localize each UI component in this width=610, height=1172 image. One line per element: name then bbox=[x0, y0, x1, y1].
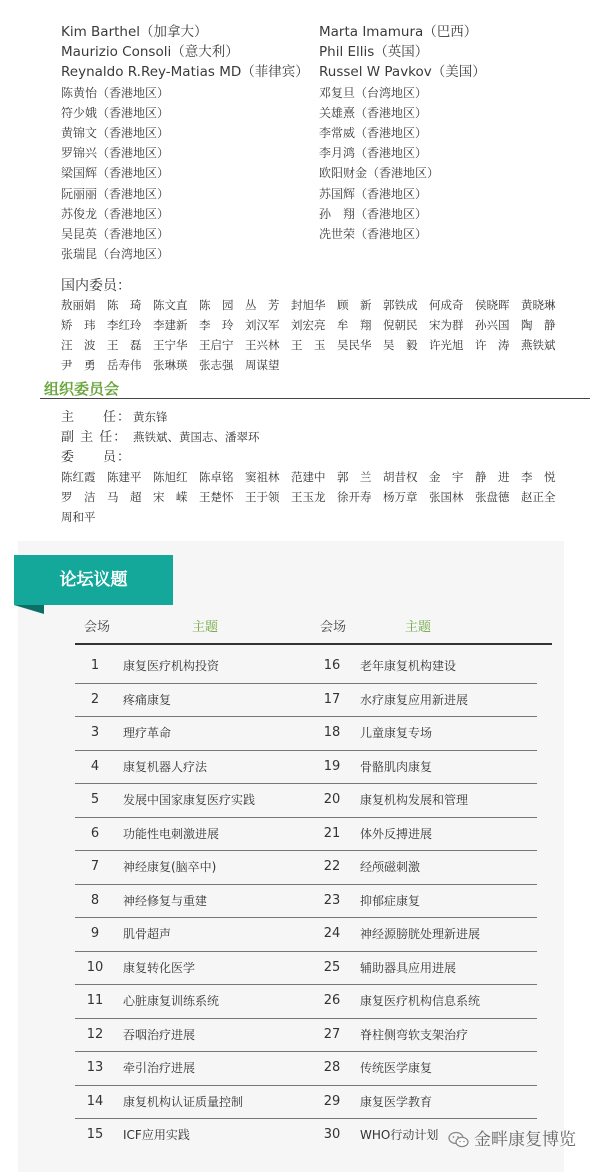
venue-number: 15 bbox=[86, 1127, 104, 1142]
topic-title: WHO行动计划 bbox=[360, 1128, 439, 1142]
header-theme-right: 主题 bbox=[405, 620, 432, 635]
topic-title: 心脏康复训练系统 bbox=[123, 994, 220, 1008]
director-label: 主 任： bbox=[61, 410, 132, 425]
topic-title: 老年康复机构建设 bbox=[360, 659, 457, 673]
venue-number: 23 bbox=[323, 892, 341, 908]
member-name: 陈黄怡（香港地区） bbox=[61, 85, 170, 100]
venue-number: 17 bbox=[323, 691, 341, 707]
topic-title: 体外反搏进展 bbox=[360, 826, 433, 841]
topic-title: 发展中国家康复医疗实践 bbox=[123, 793, 256, 807]
topic-title: 疼痛康复 bbox=[123, 692, 172, 707]
venue-number: 12 bbox=[86, 1026, 104, 1042]
venue-number: 24 bbox=[323, 926, 341, 941]
topic-title: 康复转化医学 bbox=[123, 960, 196, 975]
member-name: 黄锦文（香港地区） bbox=[61, 125, 170, 140]
topic-row bbox=[75, 952, 537, 986]
topic-row bbox=[75, 851, 537, 885]
topic-title: 水疗康复应用新进展 bbox=[360, 692, 469, 707]
venue-number: 5 bbox=[90, 792, 100, 807]
domestic-members-list bbox=[61, 295, 561, 375]
topic-row bbox=[75, 1019, 537, 1053]
member-name: Phil Ellis（英国） bbox=[319, 44, 429, 61]
topic-title: 肌骨超声 bbox=[123, 927, 172, 941]
wechat-icon bbox=[448, 1131, 470, 1149]
member-name: Marta Imamura（巴西） bbox=[319, 24, 478, 40]
topic-title: 脊柱侧弯软支架治疗 bbox=[360, 1027, 469, 1042]
member-name: Russel W Pavkov（美国） bbox=[319, 64, 486, 81]
member-name: 孙 翔（香港地区） bbox=[319, 206, 428, 221]
venue-number: 11 bbox=[86, 993, 104, 1008]
venue-number: 6 bbox=[90, 825, 100, 841]
venue-number: 22 bbox=[323, 859, 341, 874]
member-name: 苏国辉（香港地区） bbox=[319, 186, 428, 201]
watermark-text: 金畔康复博览 bbox=[474, 1130, 576, 1150]
organizing-committee-title: 组织委员会 bbox=[44, 380, 120, 398]
venue-number: 28 bbox=[323, 1060, 341, 1075]
header-theme-left: 主题 bbox=[192, 620, 219, 635]
topic-title: 康复机器人疗法 bbox=[123, 759, 208, 774]
venue-number: 19 bbox=[323, 758, 341, 774]
members-line: 周和平 bbox=[61, 510, 96, 524]
venue-number: 14 bbox=[86, 1093, 104, 1109]
venue-number: 27 bbox=[323, 1026, 341, 1042]
international-members-left bbox=[61, 22, 321, 264]
members-line: 陈红霞 陈建平 陈旭红 陈卓铭 窦祖林 范建中 郭 兰 胡昔权 金 宇 静 进 李 悦 bbox=[61, 470, 556, 484]
topic-title: 神经修复与重建 bbox=[123, 893, 208, 908]
venue-number: 9 bbox=[90, 926, 100, 941]
topic-row bbox=[75, 1052, 537, 1086]
venue-number: 8 bbox=[90, 892, 100, 908]
director-row bbox=[61, 407, 561, 427]
topic-title: 康复机构发展和管理 bbox=[360, 793, 469, 807]
domestic-members-line: 矫 玮 李红玲 李建新 李 玲 刘汉军 刘宏亮 牟 翔 倪朝民 宋为群 孙兴国 陶 静 bbox=[61, 318, 556, 332]
topic-row bbox=[75, 684, 537, 718]
topic-row bbox=[75, 918, 537, 952]
venue-number: 1 bbox=[90, 658, 100, 673]
venue-number: 26 bbox=[323, 993, 341, 1008]
topic-title: 吞咽治疗进展 bbox=[123, 1027, 196, 1042]
topic-row bbox=[75, 985, 537, 1019]
section-divider bbox=[40, 398, 590, 399]
venue-number: 10 bbox=[86, 959, 104, 975]
topic-title: 传统医学康复 bbox=[360, 1061, 433, 1075]
topic-title: 辅助器具应用进展 bbox=[360, 960, 457, 975]
topic-title: 理疗革命 bbox=[123, 726, 172, 740]
topic-row bbox=[75, 751, 537, 785]
venue-number: 4 bbox=[90, 758, 100, 774]
topic-title: 康复医疗机构投资 bbox=[123, 659, 220, 673]
topic-title: 神经康复(脑卒中) bbox=[123, 860, 217, 874]
venue-number: 13 bbox=[86, 1060, 104, 1075]
topic-title: 康复机构认证质量控制 bbox=[123, 1094, 244, 1109]
topic-title: 牵引治疗进展 bbox=[123, 1061, 196, 1075]
member-name: 冼世荣（香港地区） bbox=[319, 226, 428, 241]
venue-number: 16 bbox=[323, 658, 341, 673]
vice-director-label: 副 主 任： bbox=[61, 430, 128, 445]
topic-title: 功能性电刺激进展 bbox=[123, 826, 220, 841]
member-name: 邓复旦（台湾地区） bbox=[319, 85, 428, 100]
domestic-members-title: 国内委员： bbox=[61, 278, 131, 294]
venue-number: 29 bbox=[323, 1093, 341, 1109]
venue-number: 20 bbox=[323, 792, 341, 807]
member-name: 罗锦兴（香港地区） bbox=[61, 146, 170, 161]
member-name: 李常威（香港地区） bbox=[319, 125, 428, 140]
organizing-committee bbox=[61, 407, 561, 527]
member-name: 阮丽丽（香港地区） bbox=[61, 186, 170, 201]
topic-title: 康复医学教育 bbox=[360, 1094, 433, 1109]
members-label-row bbox=[61, 447, 561, 467]
venue-number: 21 bbox=[323, 825, 341, 841]
watermark bbox=[448, 1126, 576, 1154]
domestic-members-line: 敖丽娟 陈 琦 陈文直 陈 园 丛 芳 封旭华 顾 新 郭铁成 何成奇 侯晓晖 黄晓琳 bbox=[61, 298, 556, 312]
venue-number: 25 bbox=[323, 959, 341, 975]
domestic-members-line: 汪 波 王 磊 王宁华 王启宁 王兴林 王 玉 吴民华 吴 毅 许光旭 许 涛 燕铁斌 bbox=[61, 338, 556, 352]
member-name: Reynaldo R.Rey-Matias MD（菲律宾） bbox=[61, 64, 309, 81]
member-name: 吴昆英（香港地区） bbox=[61, 226, 170, 241]
members-line: 罗 洁 马 超 宋 嵘 王楚怀 王于领 王玉龙 徐开寿 杨万章 张国林 张盘德 赵正全 bbox=[61, 490, 556, 504]
venue-number: 7 bbox=[90, 859, 100, 874]
topic-row bbox=[75, 818, 537, 852]
topic-title: 骨骼肌肉康复 bbox=[360, 759, 433, 774]
topic-row bbox=[75, 650, 537, 684]
members-label: 委 员： bbox=[61, 450, 132, 465]
member-name: 李月鸿（香港地区） bbox=[319, 146, 428, 161]
member-name: 苏俊龙（香港地区） bbox=[61, 206, 170, 221]
header-venue-right: 会场 bbox=[320, 620, 347, 635]
header-divider bbox=[75, 643, 552, 645]
header-venue-left: 会场 bbox=[84, 620, 111, 635]
vice-director-names: 燕铁斌、黄国志、潘翠环 bbox=[133, 430, 260, 444]
topic-title: 神经源膀胱处理新进展 bbox=[360, 927, 481, 941]
topic-row bbox=[75, 717, 537, 751]
vice-director-row bbox=[61, 427, 561, 447]
topic-row bbox=[75, 1086, 537, 1120]
member-name: Maurizio Consoli（意大利） bbox=[61, 44, 239, 61]
member-name: Kim Barthel（加拿大） bbox=[61, 24, 208, 40]
venue-number: 18 bbox=[323, 725, 341, 740]
member-name: 梁国辉（香港地区） bbox=[61, 166, 170, 181]
director-name: 黄东锋 bbox=[133, 410, 168, 424]
venue-number: 3 bbox=[90, 725, 100, 740]
topic-title: 抑郁症康复 bbox=[360, 893, 421, 908]
topic-title: 儿童康复专场 bbox=[360, 726, 433, 740]
topic-row bbox=[75, 885, 537, 919]
venue-number: 30 bbox=[323, 1127, 341, 1142]
banner-fold bbox=[14, 605, 44, 614]
topic-title: ICF应用实践 bbox=[123, 1128, 190, 1142]
member-name: 欧阳财金（香港地区） bbox=[319, 166, 440, 181]
member-name: 张瑞昆（台湾地区） bbox=[61, 247, 170, 262]
international-members-right bbox=[319, 22, 579, 244]
topic-row bbox=[75, 784, 537, 818]
venue-number: 2 bbox=[90, 691, 100, 707]
member-name: 关雄熹（香港地区） bbox=[319, 105, 428, 120]
topic-title: 经颅磁刺激 bbox=[360, 860, 421, 874]
member-name: 符少娥（香港地区） bbox=[61, 105, 170, 120]
domestic-members-line: 尹 勇 岳寿伟 张琳瑛 张志强 周谋望 bbox=[61, 358, 280, 372]
topic-title: 康复医疗机构信息系统 bbox=[360, 994, 481, 1008]
topics-banner-title: 论坛议题 bbox=[59, 570, 128, 590]
